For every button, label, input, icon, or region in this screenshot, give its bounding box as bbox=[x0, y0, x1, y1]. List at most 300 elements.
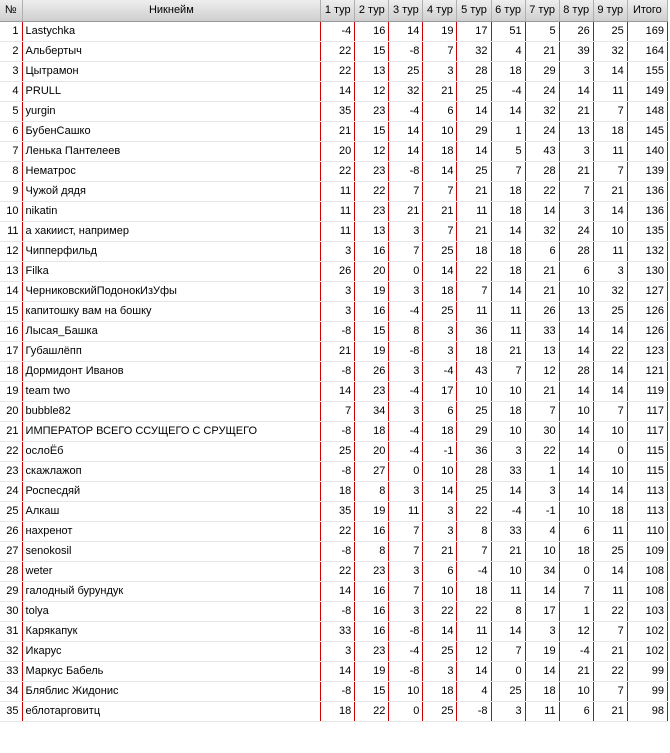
round-5-score: 25 bbox=[457, 401, 491, 421]
table-row bbox=[0, 261, 668, 281]
table-row bbox=[0, 361, 668, 381]
round-9-score: 10 bbox=[593, 221, 627, 241]
round-1-score: -8 bbox=[321, 361, 355, 381]
round-4-score: 22 bbox=[423, 601, 457, 621]
total-score: 155 bbox=[627, 61, 667, 81]
round-9-score: 25 bbox=[593, 541, 627, 561]
round-4-score: 6 bbox=[423, 561, 457, 581]
round-4-score: 14 bbox=[423, 261, 457, 281]
round-6-score: -4 bbox=[491, 501, 525, 521]
rank-number: 24 bbox=[0, 481, 22, 501]
round-3-score: 32 bbox=[389, 81, 423, 101]
round-7-score: 32 bbox=[525, 221, 559, 241]
round-4-score: 3 bbox=[423, 321, 457, 341]
round-4-score: 6 bbox=[423, 101, 457, 121]
round-8-score: 18 bbox=[559, 541, 593, 561]
round-5-score: 43 bbox=[457, 361, 491, 381]
table-row bbox=[0, 681, 668, 701]
round-3-score: -4 bbox=[389, 441, 423, 461]
round-4-score: 10 bbox=[423, 121, 457, 141]
round-4-score: 3 bbox=[423, 501, 457, 521]
round-8-score: 6 bbox=[559, 261, 593, 281]
player-nickname: tolya bbox=[22, 601, 321, 621]
round-9-score: 18 bbox=[593, 121, 627, 141]
round-2-score: 22 bbox=[355, 181, 389, 201]
round-2-score: 15 bbox=[355, 121, 389, 141]
table-row bbox=[0, 321, 668, 341]
round-4-score: 21 bbox=[423, 201, 457, 221]
table-row bbox=[0, 461, 668, 481]
total-score: 115 bbox=[627, 461, 667, 481]
player-nickname: senokosil bbox=[22, 541, 321, 561]
round-7-score: 13 bbox=[525, 341, 559, 361]
round-7-score: 22 bbox=[525, 441, 559, 461]
round-8-score: 39 bbox=[559, 41, 593, 61]
round-5-score: 22 bbox=[457, 601, 491, 621]
table-row bbox=[0, 661, 668, 681]
table-row bbox=[0, 121, 668, 141]
round-3-score: 0 bbox=[389, 261, 423, 281]
round-5-score: 36 bbox=[457, 441, 491, 461]
round-9-score: 14 bbox=[593, 381, 627, 401]
round-3-score: 14 bbox=[389, 141, 423, 161]
table-row bbox=[0, 21, 668, 41]
round-1-score: 3 bbox=[321, 641, 355, 661]
round-6-score: 3 bbox=[491, 701, 525, 721]
round-5-score: 12 bbox=[457, 641, 491, 661]
round-1-score: 7 bbox=[321, 401, 355, 421]
table-row bbox=[0, 621, 668, 641]
player-nickname: team two bbox=[22, 381, 321, 401]
total-score: 110 bbox=[627, 521, 667, 541]
rank-number: 20 bbox=[0, 401, 22, 421]
total-score: 102 bbox=[627, 621, 667, 641]
total-score: 126 bbox=[627, 321, 667, 341]
rank-number: 26 bbox=[0, 521, 22, 541]
round-5-score: 18 bbox=[457, 341, 491, 361]
round-2-score: 8 bbox=[355, 481, 389, 501]
rank-number: 17 bbox=[0, 341, 22, 361]
round-7-score: 17 bbox=[525, 601, 559, 621]
total-score: 99 bbox=[627, 681, 667, 701]
total-score: 139 bbox=[627, 161, 667, 181]
round-6-score: 33 bbox=[491, 521, 525, 541]
round-2-score: 23 bbox=[355, 641, 389, 661]
round-7-score: 21 bbox=[525, 281, 559, 301]
round-7-score: 4 bbox=[525, 521, 559, 541]
player-nickname: БубенСашко bbox=[22, 121, 321, 141]
total-score: 140 bbox=[627, 141, 667, 161]
rank-number: 21 bbox=[0, 421, 22, 441]
rank-number: 8 bbox=[0, 161, 22, 181]
table-row bbox=[0, 401, 668, 421]
round-3-score: 11 bbox=[389, 501, 423, 521]
round-1-score: 20 bbox=[321, 141, 355, 161]
round-9-score: 21 bbox=[593, 641, 627, 661]
round-1-score: 25 bbox=[321, 441, 355, 461]
round-1-score: 14 bbox=[321, 661, 355, 681]
round-1-score: 18 bbox=[321, 701, 355, 721]
round-3-score: 8 bbox=[389, 321, 423, 341]
rank-number: 4 bbox=[0, 81, 22, 101]
round-4-score: 19 bbox=[423, 21, 457, 41]
round-2-score: 19 bbox=[355, 661, 389, 681]
round-1-score: -8 bbox=[321, 461, 355, 481]
round-6-score: 11 bbox=[491, 321, 525, 341]
round-9-score: 11 bbox=[593, 241, 627, 261]
player-nickname: Чужой дядя bbox=[22, 181, 321, 201]
round-9-score: 14 bbox=[593, 561, 627, 581]
table-row bbox=[0, 221, 668, 241]
round-3-score: 14 bbox=[389, 121, 423, 141]
player-nickname: yurgin bbox=[22, 101, 321, 121]
standings-body bbox=[0, 21, 668, 721]
round-9-score: 22 bbox=[593, 661, 627, 681]
round-3-score: 10 bbox=[389, 681, 423, 701]
round-5-score: 4 bbox=[457, 681, 491, 701]
rank-number: 2 bbox=[0, 41, 22, 61]
rank-number: 5 bbox=[0, 101, 22, 121]
round-2-score: 19 bbox=[355, 501, 389, 521]
table-row bbox=[0, 101, 668, 121]
col-header-round-1[interactable]: 1 тур bbox=[321, 0, 355, 21]
round-2-score: 16 bbox=[355, 521, 389, 541]
total-score: 135 bbox=[627, 221, 667, 241]
round-2-score: 23 bbox=[355, 201, 389, 221]
round-1-score: 3 bbox=[321, 301, 355, 321]
table-row bbox=[0, 541, 668, 561]
round-6-score: 7 bbox=[491, 361, 525, 381]
col-header-round-4[interactable]: 4 тур bbox=[423, 0, 457, 21]
round-6-score: 14 bbox=[491, 281, 525, 301]
round-3-score: 21 bbox=[389, 201, 423, 221]
round-7-score: 22 bbox=[525, 181, 559, 201]
total-score: 121 bbox=[627, 361, 667, 381]
col-header-nickname[interactable]: Никнейм bbox=[22, 0, 321, 21]
round-5-score: -4 bbox=[457, 561, 491, 581]
round-8-score: 24 bbox=[559, 221, 593, 241]
round-4-score: 6 bbox=[423, 401, 457, 421]
rank-number: 1 bbox=[0, 21, 22, 41]
round-6-score: 14 bbox=[491, 101, 525, 121]
total-score: 117 bbox=[627, 421, 667, 441]
round-4-score: 10 bbox=[423, 461, 457, 481]
round-5-score: 10 bbox=[457, 381, 491, 401]
round-4-score: 18 bbox=[423, 281, 457, 301]
round-1-score: 22 bbox=[321, 41, 355, 61]
round-3-score: 3 bbox=[389, 601, 423, 621]
round-6-score: 10 bbox=[491, 421, 525, 441]
round-5-score: 29 bbox=[457, 121, 491, 141]
player-nickname: нахренот bbox=[22, 521, 321, 541]
round-9-score: 14 bbox=[593, 321, 627, 341]
round-2-score: 19 bbox=[355, 341, 389, 361]
round-3-score: 3 bbox=[389, 481, 423, 501]
round-5-score: 25 bbox=[457, 481, 491, 501]
round-1-score: -8 bbox=[321, 421, 355, 441]
round-5-score: 7 bbox=[457, 281, 491, 301]
round-1-score: 33 bbox=[321, 621, 355, 641]
round-2-score: 23 bbox=[355, 161, 389, 181]
table-row bbox=[0, 341, 668, 361]
player-nickname: Губашлёпп bbox=[22, 341, 321, 361]
round-8-score: 28 bbox=[559, 241, 593, 261]
rank-number: 25 bbox=[0, 501, 22, 521]
table-row bbox=[0, 481, 668, 501]
round-8-score: 7 bbox=[559, 581, 593, 601]
round-9-score: 22 bbox=[593, 601, 627, 621]
col-header-total[interactable]: Итого bbox=[627, 0, 667, 21]
player-nickname: ЧерниковскийПодонокИзУфы bbox=[22, 281, 321, 301]
total-score: 115 bbox=[627, 441, 667, 461]
round-7-score: 19 bbox=[525, 641, 559, 661]
total-score: 109 bbox=[627, 541, 667, 561]
table-row bbox=[0, 141, 668, 161]
round-4-score: 7 bbox=[423, 181, 457, 201]
round-5-score: 28 bbox=[457, 461, 491, 481]
table-row bbox=[0, 381, 668, 401]
round-5-score: 21 bbox=[457, 221, 491, 241]
round-2-score: 16 bbox=[355, 581, 389, 601]
round-1-score: -8 bbox=[321, 541, 355, 561]
total-score: 126 bbox=[627, 301, 667, 321]
round-2-score: 16 bbox=[355, 241, 389, 261]
round-9-score: 22 bbox=[593, 341, 627, 361]
round-4-score: 25 bbox=[423, 301, 457, 321]
round-5-score: 7 bbox=[457, 541, 491, 561]
round-9-score: 7 bbox=[593, 101, 627, 121]
round-6-score: 14 bbox=[491, 621, 525, 641]
round-7-score: 21 bbox=[525, 381, 559, 401]
round-8-score: 21 bbox=[559, 161, 593, 181]
round-3-score: 7 bbox=[389, 581, 423, 601]
round-1-score: 3 bbox=[321, 241, 355, 261]
col-header-round-9[interactable]: 9 тур bbox=[593, 0, 627, 21]
round-7-score: 10 bbox=[525, 541, 559, 561]
round-9-score: 25 bbox=[593, 21, 627, 41]
round-6-score: 4 bbox=[491, 41, 525, 61]
rank-number: 22 bbox=[0, 441, 22, 461]
player-nickname: Lastychka bbox=[22, 21, 321, 41]
round-2-score: 16 bbox=[355, 21, 389, 41]
round-8-score: 3 bbox=[559, 61, 593, 81]
round-4-score: 10 bbox=[423, 581, 457, 601]
rank-number: 34 bbox=[0, 681, 22, 701]
round-1-score: 21 bbox=[321, 121, 355, 141]
round-8-score: -4 bbox=[559, 641, 593, 661]
col-header-round-2[interactable]: 2 тур bbox=[355, 0, 389, 21]
round-3-score: -4 bbox=[389, 101, 423, 121]
player-nickname: nikatin bbox=[22, 201, 321, 221]
table-row bbox=[0, 561, 668, 581]
round-1-score: 11 bbox=[321, 221, 355, 241]
table-row bbox=[0, 301, 668, 321]
round-7-score: 3 bbox=[525, 621, 559, 641]
round-9-score: 11 bbox=[593, 81, 627, 101]
table-row bbox=[0, 81, 668, 101]
round-5-score: 8 bbox=[457, 521, 491, 541]
round-4-score: 14 bbox=[423, 621, 457, 641]
col-header-round-3[interactable]: 3 тур bbox=[389, 0, 423, 21]
rank-number: 6 bbox=[0, 121, 22, 141]
round-8-score: 26 bbox=[559, 21, 593, 41]
round-8-score: 6 bbox=[559, 701, 593, 721]
player-nickname: Маркус Бабель bbox=[22, 661, 321, 681]
round-9-score: 32 bbox=[593, 41, 627, 61]
round-4-score: 25 bbox=[423, 241, 457, 261]
round-7-score: 1 bbox=[525, 461, 559, 481]
player-nickname: Лысая_Башка bbox=[22, 321, 321, 341]
round-2-score: 15 bbox=[355, 321, 389, 341]
round-7-score: 32 bbox=[525, 101, 559, 121]
round-8-score: 12 bbox=[559, 621, 593, 641]
total-score: 169 bbox=[627, 21, 667, 41]
col-header-number[interactable]: № bbox=[0, 0, 22, 21]
round-7-score: 24 bbox=[525, 121, 559, 141]
round-2-score: 19 bbox=[355, 281, 389, 301]
table-row bbox=[0, 501, 668, 521]
round-7-score: 12 bbox=[525, 361, 559, 381]
round-7-score: 14 bbox=[525, 201, 559, 221]
player-nickname: Дормидонт Иванов bbox=[22, 361, 321, 381]
round-2-score: 13 bbox=[355, 61, 389, 81]
rank-number: 29 bbox=[0, 581, 22, 601]
round-7-score: 18 bbox=[525, 681, 559, 701]
round-9-score: 14 bbox=[593, 361, 627, 381]
round-9-score: 14 bbox=[593, 61, 627, 81]
round-3-score: 14 bbox=[389, 21, 423, 41]
round-9-score: 18 bbox=[593, 501, 627, 521]
round-3-score: 3 bbox=[389, 561, 423, 581]
round-2-score: 20 bbox=[355, 441, 389, 461]
round-8-score: 10 bbox=[559, 501, 593, 521]
table-row bbox=[0, 181, 668, 201]
round-2-score: 12 bbox=[355, 141, 389, 161]
round-3-score: -8 bbox=[389, 661, 423, 681]
round-3-score: -4 bbox=[389, 381, 423, 401]
round-5-score: 25 bbox=[457, 81, 491, 101]
round-2-score: 26 bbox=[355, 361, 389, 381]
round-6-score: 18 bbox=[491, 241, 525, 261]
round-4-score: 25 bbox=[423, 701, 457, 721]
col-header-round-8[interactable]: 8 тур bbox=[559, 0, 593, 21]
rank-number: 19 bbox=[0, 381, 22, 401]
total-score: 108 bbox=[627, 581, 667, 601]
player-nickname: ocлоЁб bbox=[22, 441, 321, 461]
round-6-score: 14 bbox=[491, 221, 525, 241]
round-1-score: 14 bbox=[321, 581, 355, 601]
round-4-score: 25 bbox=[423, 641, 457, 661]
round-6-score: 25 bbox=[491, 681, 525, 701]
round-9-score: 14 bbox=[593, 201, 627, 221]
round-8-score: 13 bbox=[559, 301, 593, 321]
table-row bbox=[0, 421, 668, 441]
round-6-score: 1 bbox=[491, 121, 525, 141]
round-3-score: -4 bbox=[389, 301, 423, 321]
round-2-score: 18 bbox=[355, 421, 389, 441]
round-6-score: 18 bbox=[491, 181, 525, 201]
total-score: 108 bbox=[627, 561, 667, 581]
player-nickname: Карякапук bbox=[22, 621, 321, 641]
round-6-score: 8 bbox=[491, 601, 525, 621]
header-row bbox=[0, 0, 668, 21]
round-3-score: 3 bbox=[389, 221, 423, 241]
round-3-score: -4 bbox=[389, 641, 423, 661]
round-3-score: -8 bbox=[389, 341, 423, 361]
rank-number: 10 bbox=[0, 201, 22, 221]
round-5-score: 14 bbox=[457, 141, 491, 161]
round-5-score: 29 bbox=[457, 421, 491, 441]
round-1-score: -8 bbox=[321, 321, 355, 341]
round-3-score: 0 bbox=[389, 461, 423, 481]
round-8-score: 28 bbox=[559, 361, 593, 381]
round-1-score: 35 bbox=[321, 101, 355, 121]
round-5-score: 21 bbox=[457, 181, 491, 201]
col-header-round-6[interactable]: 6 тур bbox=[491, 0, 525, 21]
round-8-score: 14 bbox=[559, 441, 593, 461]
round-8-score: 3 bbox=[559, 201, 593, 221]
round-2-score: 8 bbox=[355, 541, 389, 561]
player-nickname: Filka bbox=[22, 261, 321, 281]
total-score: 145 bbox=[627, 121, 667, 141]
round-4-score: 17 bbox=[423, 381, 457, 401]
round-4-score: 21 bbox=[423, 81, 457, 101]
rank-number: 13 bbox=[0, 261, 22, 281]
player-nickname: Роспесдяй bbox=[22, 481, 321, 501]
round-2-score: 23 bbox=[355, 381, 389, 401]
round-6-score: 21 bbox=[491, 341, 525, 361]
table-row bbox=[0, 441, 668, 461]
round-5-score: 18 bbox=[457, 241, 491, 261]
player-nickname: Альбертыч bbox=[22, 41, 321, 61]
round-4-score: -4 bbox=[423, 361, 457, 381]
round-2-score: 23 bbox=[355, 561, 389, 581]
round-9-score: 10 bbox=[593, 461, 627, 481]
round-3-score: -8 bbox=[389, 621, 423, 641]
round-5-score: 11 bbox=[457, 621, 491, 641]
col-header-round-5[interactable]: 5 тур bbox=[457, 0, 491, 21]
rank-number: 7 bbox=[0, 141, 22, 161]
round-8-score: 10 bbox=[559, 281, 593, 301]
round-9-score: 14 bbox=[593, 481, 627, 501]
round-7-score: 26 bbox=[525, 301, 559, 321]
round-9-score: 7 bbox=[593, 681, 627, 701]
rank-number: 30 bbox=[0, 601, 22, 621]
col-header-round-7[interactable]: 7 тур bbox=[525, 0, 559, 21]
round-7-score: 24 bbox=[525, 81, 559, 101]
player-nickname: скажлажоп bbox=[22, 461, 321, 481]
round-6-score: -4 bbox=[491, 81, 525, 101]
table-row bbox=[0, 581, 668, 601]
total-score: 164 bbox=[627, 41, 667, 61]
total-score: 132 bbox=[627, 241, 667, 261]
round-4-score: 3 bbox=[423, 521, 457, 541]
round-4-score: 3 bbox=[423, 661, 457, 681]
round-5-score: 17 bbox=[457, 21, 491, 41]
round-6-score: 18 bbox=[491, 61, 525, 81]
round-1-score: -8 bbox=[321, 601, 355, 621]
round-7-score: 5 bbox=[525, 21, 559, 41]
round-7-score: 11 bbox=[525, 701, 559, 721]
player-nickname: bubble82 bbox=[22, 401, 321, 421]
player-nickname: Цытрамон bbox=[22, 61, 321, 81]
round-6-score: 5 bbox=[491, 141, 525, 161]
round-2-score: 34 bbox=[355, 401, 389, 421]
round-4-score: 3 bbox=[423, 341, 457, 361]
round-9-score: 32 bbox=[593, 281, 627, 301]
round-9-score: 11 bbox=[593, 521, 627, 541]
round-8-score: 10 bbox=[559, 401, 593, 421]
